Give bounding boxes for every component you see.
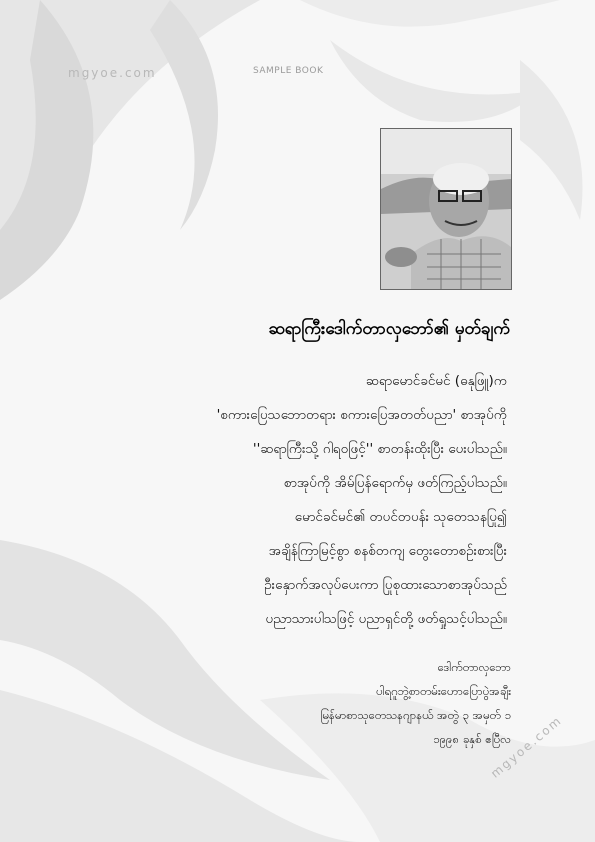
- signature-line: မြန်မာစာသုတေသနဂျာနယ် အတွဲ ၃ အမှတ် ၁: [320, 708, 511, 722]
- watermark-text: mgyoe.com: [488, 713, 565, 781]
- body-line: အချိန်ကြာမြင့်စွာ စနစ်တကျ တွေးတောစဉ်းစားပြီး: [268, 543, 507, 559]
- body-line: မောင်ခင်မင်၏ တပင်တပန်း သုတေသနပြု၍: [294, 509, 507, 525]
- body-line: ဆရာမောင်ခင်မင် (ဓနုဖြူ)က: [365, 373, 507, 389]
- body-line: 'စကားပြေသဘောတရား စကားပြေအတတ်ပညာ' စာအုပ်ကို: [216, 407, 507, 423]
- body-line: ဦးနှောက်အလုပ်ပေးကာ ပြုစုထားသောစာအုပ်သည်: [264, 577, 507, 593]
- author-portrait: [380, 128, 512, 290]
- signature-name: ဒေါက်တာလှဘော: [437, 660, 511, 674]
- body-line: ''ဆရာကြီးသို့ ဂါရဝဖြင့်'' စာတန်းထိုးပြီး ပေးပါသည်။: [252, 441, 507, 457]
- page-title: ဆရာကြီးဒေါက်တာလှဘော်၏ မှတ်ချက်: [268, 319, 510, 339]
- signature-date: ၁၉၉၈ ခုနှစ် ဧပြီလ: [433, 732, 511, 746]
- sample-book-label: SAMPLE BOOK: [253, 66, 324, 76]
- watermark-text: mgyoe.com: [68, 66, 157, 80]
- body-line: စာအုပ်ကို အိမ်ပြန်ရောက်မှ ဖတ်ကြည့်ပါသည်။: [283, 475, 507, 491]
- portrait-image: [381, 129, 511, 289]
- body-line: ပညာသားပါသဖြင့် ပညာရှင်တို့ ဖတ်ရှုသင့်ပါသည်။: [265, 611, 507, 627]
- signature-line: ပါရဂူဘွဲ့စာတမ်းဟောပြောပွဲအချီး: [376, 684, 511, 698]
